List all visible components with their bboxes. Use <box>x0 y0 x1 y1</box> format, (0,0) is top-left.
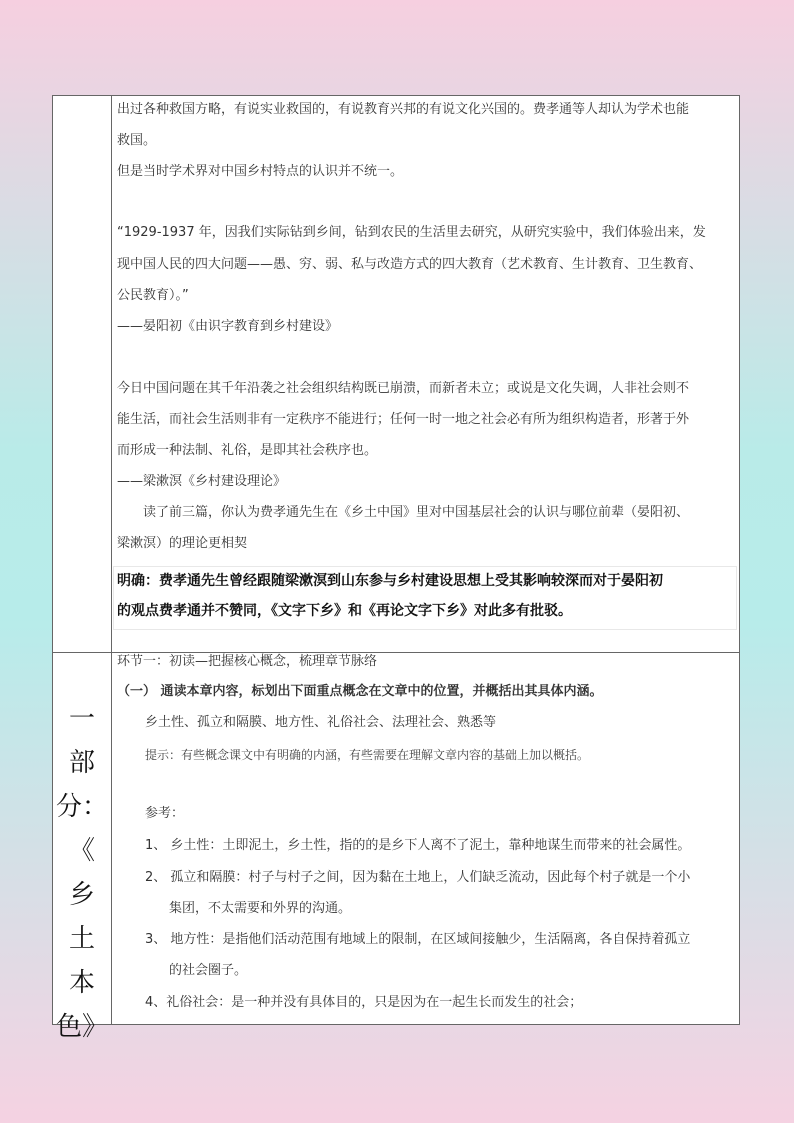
quote-line: 能生活，而社会生活则非有一定秩序不能进行；任何一时一地之社会必有所为组织构造者，形著于外 <box>117 412 690 427</box>
question-line: 读了前三篇，你认为费孝通先生在《乡土中国》里对中国基层社会的认识与哪位前辈（晏阳初、 <box>143 505 690 520</box>
reference-item-cont: 的社会圈子。 <box>169 963 248 978</box>
part-title <box>53 697 111 1049</box>
table-row-intro <box>53 96 739 653</box>
quote-source: ——梁漱溟《乡村建设理论》 <box>117 474 287 489</box>
task-number: （一） <box>117 684 157 699</box>
quote-line: 公民教育）。” <box>117 288 189 303</box>
lesson-table <box>52 95 740 1042</box>
title-char: 乡 <box>68 880 95 910</box>
task-text: 通读本章内容，标划出下面重点概念在文章中的位置，并概括出其具体内涵。 <box>160 684 603 699</box>
row-label-cell-empty <box>53 96 112 652</box>
section-heading: 环节一：初读—把握核心概念，梳理章节脉络 <box>117 654 378 669</box>
part-title-cell <box>53 653 112 1042</box>
quote-line: 而形成一种法制、礼俗，是即其社会秩序也。 <box>117 443 378 458</box>
task-line <box>117 683 603 701</box>
reference-item: 2、 孤立和隔膜：村子与村子之间，因为黏在土地上，人们缺乏流动，因此每个村子就是一个小 <box>145 870 691 885</box>
quote-line: 现中国人民的四大问题——愚、穷、弱、私与改造方式的四大教育（艺术教育、生计教育、卫生教育、 <box>117 257 703 272</box>
title-char: 本 <box>68 968 95 998</box>
table-row-part-one <box>53 653 739 1042</box>
reference-label: 参考： <box>145 806 185 821</box>
concept-list: 乡土性、孤立和隔膜、地方性、礼俗社会、法理社会、熟悉等 <box>145 715 497 730</box>
paragraph-line: 救国。 <box>117 133 157 148</box>
reference-item: 1、 乡土性：土即泥土，乡土性，指的的是乡下人离不了泥土，靠种地谋生而带来的社会属性。 <box>145 838 691 853</box>
answer-box <box>113 566 737 630</box>
title-char: 部 <box>68 748 95 778</box>
reference-item: 4、礼俗社会：是一种并没有具体目的，只是因为在一起生长而发生的社会； <box>145 995 583 1010</box>
quote-line: “1929-1937 年，因我们实际钻到乡间，钻到农民的生活里去研究，从研究实验中，我们体验出来，发 <box>117 225 706 240</box>
title-char: 土 <box>68 924 95 954</box>
title-char: 一 <box>68 704 95 734</box>
reference-item: 3、 地方性：是指他们活动范围有地域上的限制，在区域间接触少，生活隔离，各自保持着孤立 <box>145 932 691 947</box>
answer-line: 明确：费孝通先生曾经跟随梁漱溟到山东参与乡村建设思想上受其影响较深而对于晏阳初 <box>117 573 663 589</box>
part-content-cell <box>113 653 739 1025</box>
title-char: 色》 <box>55 1012 108 1042</box>
paragraph-line: 但是当时学术界对中国乡村特点的认识并不统一。 <box>117 164 404 179</box>
paragraph-line: 出过各种救国方略，有说实业救国的，有说教育兴邦的有说文化兴国的。费孝通等人却认为学术也能 <box>117 102 690 117</box>
title-char: 分： <box>55 792 108 822</box>
intro-content-cell <box>113 96 739 652</box>
reference-item-cont: 集团，不太需要和外界的沟通。 <box>169 901 352 916</box>
answer-line: 的观点费孝通并不赞同，《文字下乡》和《再论文字下乡》对此多有批驳。 <box>117 603 572 619</box>
question-line: 梁漱溟）的理论更相契 <box>117 536 248 551</box>
quote-source: ——晏阳初《由识字教育到乡村建设》 <box>117 319 339 334</box>
hint-text: 提示：有些概念课文中有明确的内涵，有些需要在理解文章内容的基础上加以概括。 <box>145 748 590 762</box>
quote-line: 今日中国问题在其千年沿袭之社会组织结构既已崩溃，而新者未立；或说是文化失调，人非社会则不 <box>117 381 690 396</box>
title-char: 《 <box>68 836 95 866</box>
